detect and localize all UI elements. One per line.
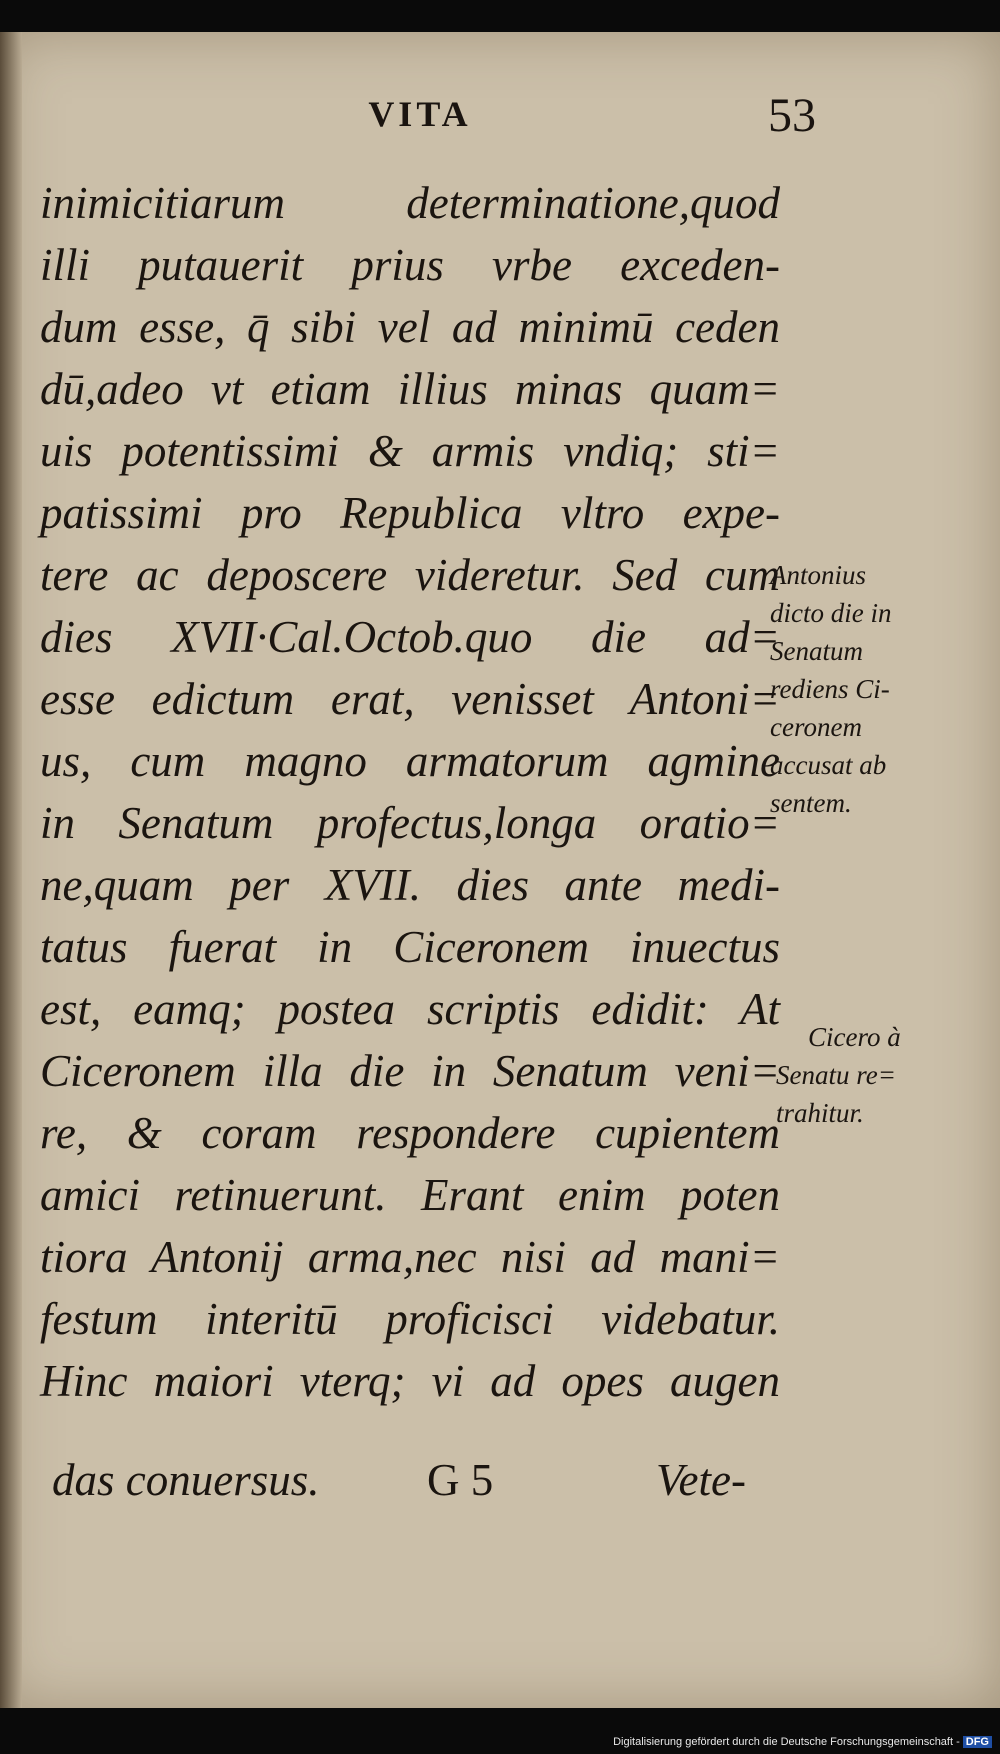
margin-note-line: ceronem (770, 712, 862, 742)
text-line: ne,quam per XVII. dies ante medi- (40, 860, 780, 910)
text-line: esse edictum erat, venisset Antoni= (40, 674, 780, 724)
text-line: dum esse, q̄ sibi vel ad minimū ceden (40, 302, 780, 352)
text-line: inimicitiarum determinatione,quod (40, 178, 780, 228)
margin-note-line: sentem. (770, 788, 852, 818)
last-line-row (52, 1454, 782, 1506)
text-line: est, eamq; postea scriptis edidit: At (40, 984, 780, 1034)
text-line: re, & coram respondere cupientem (40, 1108, 780, 1158)
text-line: amici retinuerunt. Erant enim poten (40, 1170, 780, 1220)
text-line: uis potentissimi & armis vndiq; sti= (40, 426, 780, 476)
margin-note-line: accusat ab (770, 750, 887, 780)
text-line-last: das conuersus. (52, 1455, 320, 1505)
text-line: festum interitū proficisci videbatur. (40, 1294, 780, 1344)
dfg-logo: DFG (963, 1736, 992, 1748)
margin-note-cicero (776, 1018, 988, 1132)
digitization-credit (613, 1736, 992, 1748)
margin-note-line: dicto die in (770, 598, 892, 628)
margin-note-antonius (770, 556, 950, 822)
running-head (0, 93, 1000, 135)
margin-note-line: Cicero à (808, 1022, 901, 1052)
page-gutter (0, 32, 22, 1708)
text-line: tere ac deposcere videretur. Sed cum (40, 550, 780, 600)
text-line: illi putauerit prius vrbe exceden- (40, 240, 780, 290)
signature-mark: G 5 (427, 1455, 494, 1505)
credit-text: Digitalisierung gefördert durch die Deutsche Forschungsgemeinschaft - (613, 1736, 960, 1748)
main-text-block (40, 172, 780, 1412)
text-line: Ciceronem illa die in Senatum veni= (40, 1046, 780, 1096)
margin-note-line: rediens Ci- (770, 674, 890, 704)
text-line: dū,adeo vt etiam illius minas quam= (40, 364, 780, 414)
text-line: Hinc maiori vterq; vi ad opes augen (40, 1356, 780, 1406)
margin-note-line: Antonius (770, 560, 867, 590)
running-head-text: VITA (368, 94, 472, 134)
text-line: dies XVII·Cal.Octob.quo die ad= (40, 612, 780, 662)
text-line: tatus fuerat in Ciceronem inuectus (40, 922, 780, 972)
margin-note-line: trahitur. (776, 1098, 864, 1128)
text-line: us, cum magno armatorum agmine (40, 736, 780, 786)
text-line: tiora Antonij arma,nec nisi ad mani= (40, 1232, 780, 1282)
text-line: patissimi pro Republica vltro expe- (40, 488, 780, 538)
margin-note-line: Senatu re= (776, 1060, 896, 1090)
page-number: 53 (768, 89, 816, 142)
margin-note-line: Senatum (770, 636, 863, 666)
catchword: Vete- (656, 1455, 746, 1505)
text-line: in Senatum profectus,longa oratio= (40, 798, 780, 848)
